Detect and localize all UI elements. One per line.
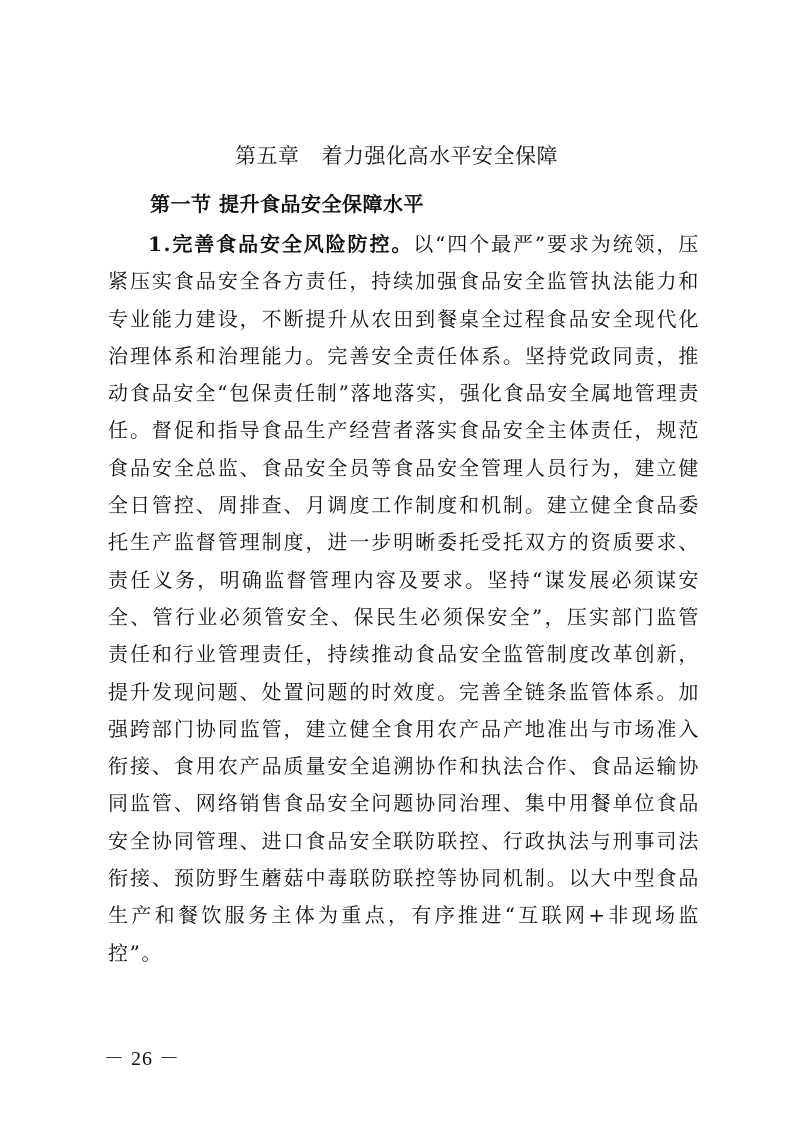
chapter-title [0, 140, 793, 170]
body-paragraph [108, 226, 700, 972]
paragraph-lead: 1.完善食品安全风险防控。 [148, 232, 414, 256]
chapter-heading: 着力强化高水平安全保障 [321, 144, 558, 168]
paragraph-body: 以“四个最严”要求为统领，压紧压实食品安全各方责任，持续加强食品安全监管执法能力和专业能力建设，不断提升从农田到餐桌全过程食品安全现代化治理体系和治理能力。完善安全责任体系。坚持党政同责，推动食品安全“包保责任制”落地落实，强化食品安全属地管理责任。督促和指导食品生产经营者落实食品安全主体责任，规范食品安全总监、食品安全员等食品安全管理人员行为，建立健全日管控、周排查、月调度工作制度和机制。建立健全食品委托生产监督管理制度，进一步明晰委托受托双方的资质要求、责任义务，明确监督管理内容及要求。坚持“谋发展必须谋安全、管行业必须管安全、保民生必须保安全”，压实部门监管责任和行业管理责任，持续推动食品安全监管制度改革创新，提升发现问题、处置问题的时效度。完善全链条监管体系。加强跨部门协同监管，建立健全食用农产品产地准出与市场准入衔接、食用农产品质量安全追溯协作和执法合作、食品运输协同监管、网络销售食品安全问题协同治理、集中用餐单位食品安全协同管理、进口食品安全联防联控、行政执法与刑事司法衔接、预防野生蘑菇中毒联防联控等协同机制。以大中型食品生产和餐饮服务主体为重点，有序推进“互联网+非现场监控”。 [108, 232, 700, 965]
page-number: － 26 － [104, 1048, 180, 1070]
section-title: 第一节 提升食品安全保障水平 [150, 192, 424, 216]
chapter-number: 第五章 [235, 144, 300, 168]
